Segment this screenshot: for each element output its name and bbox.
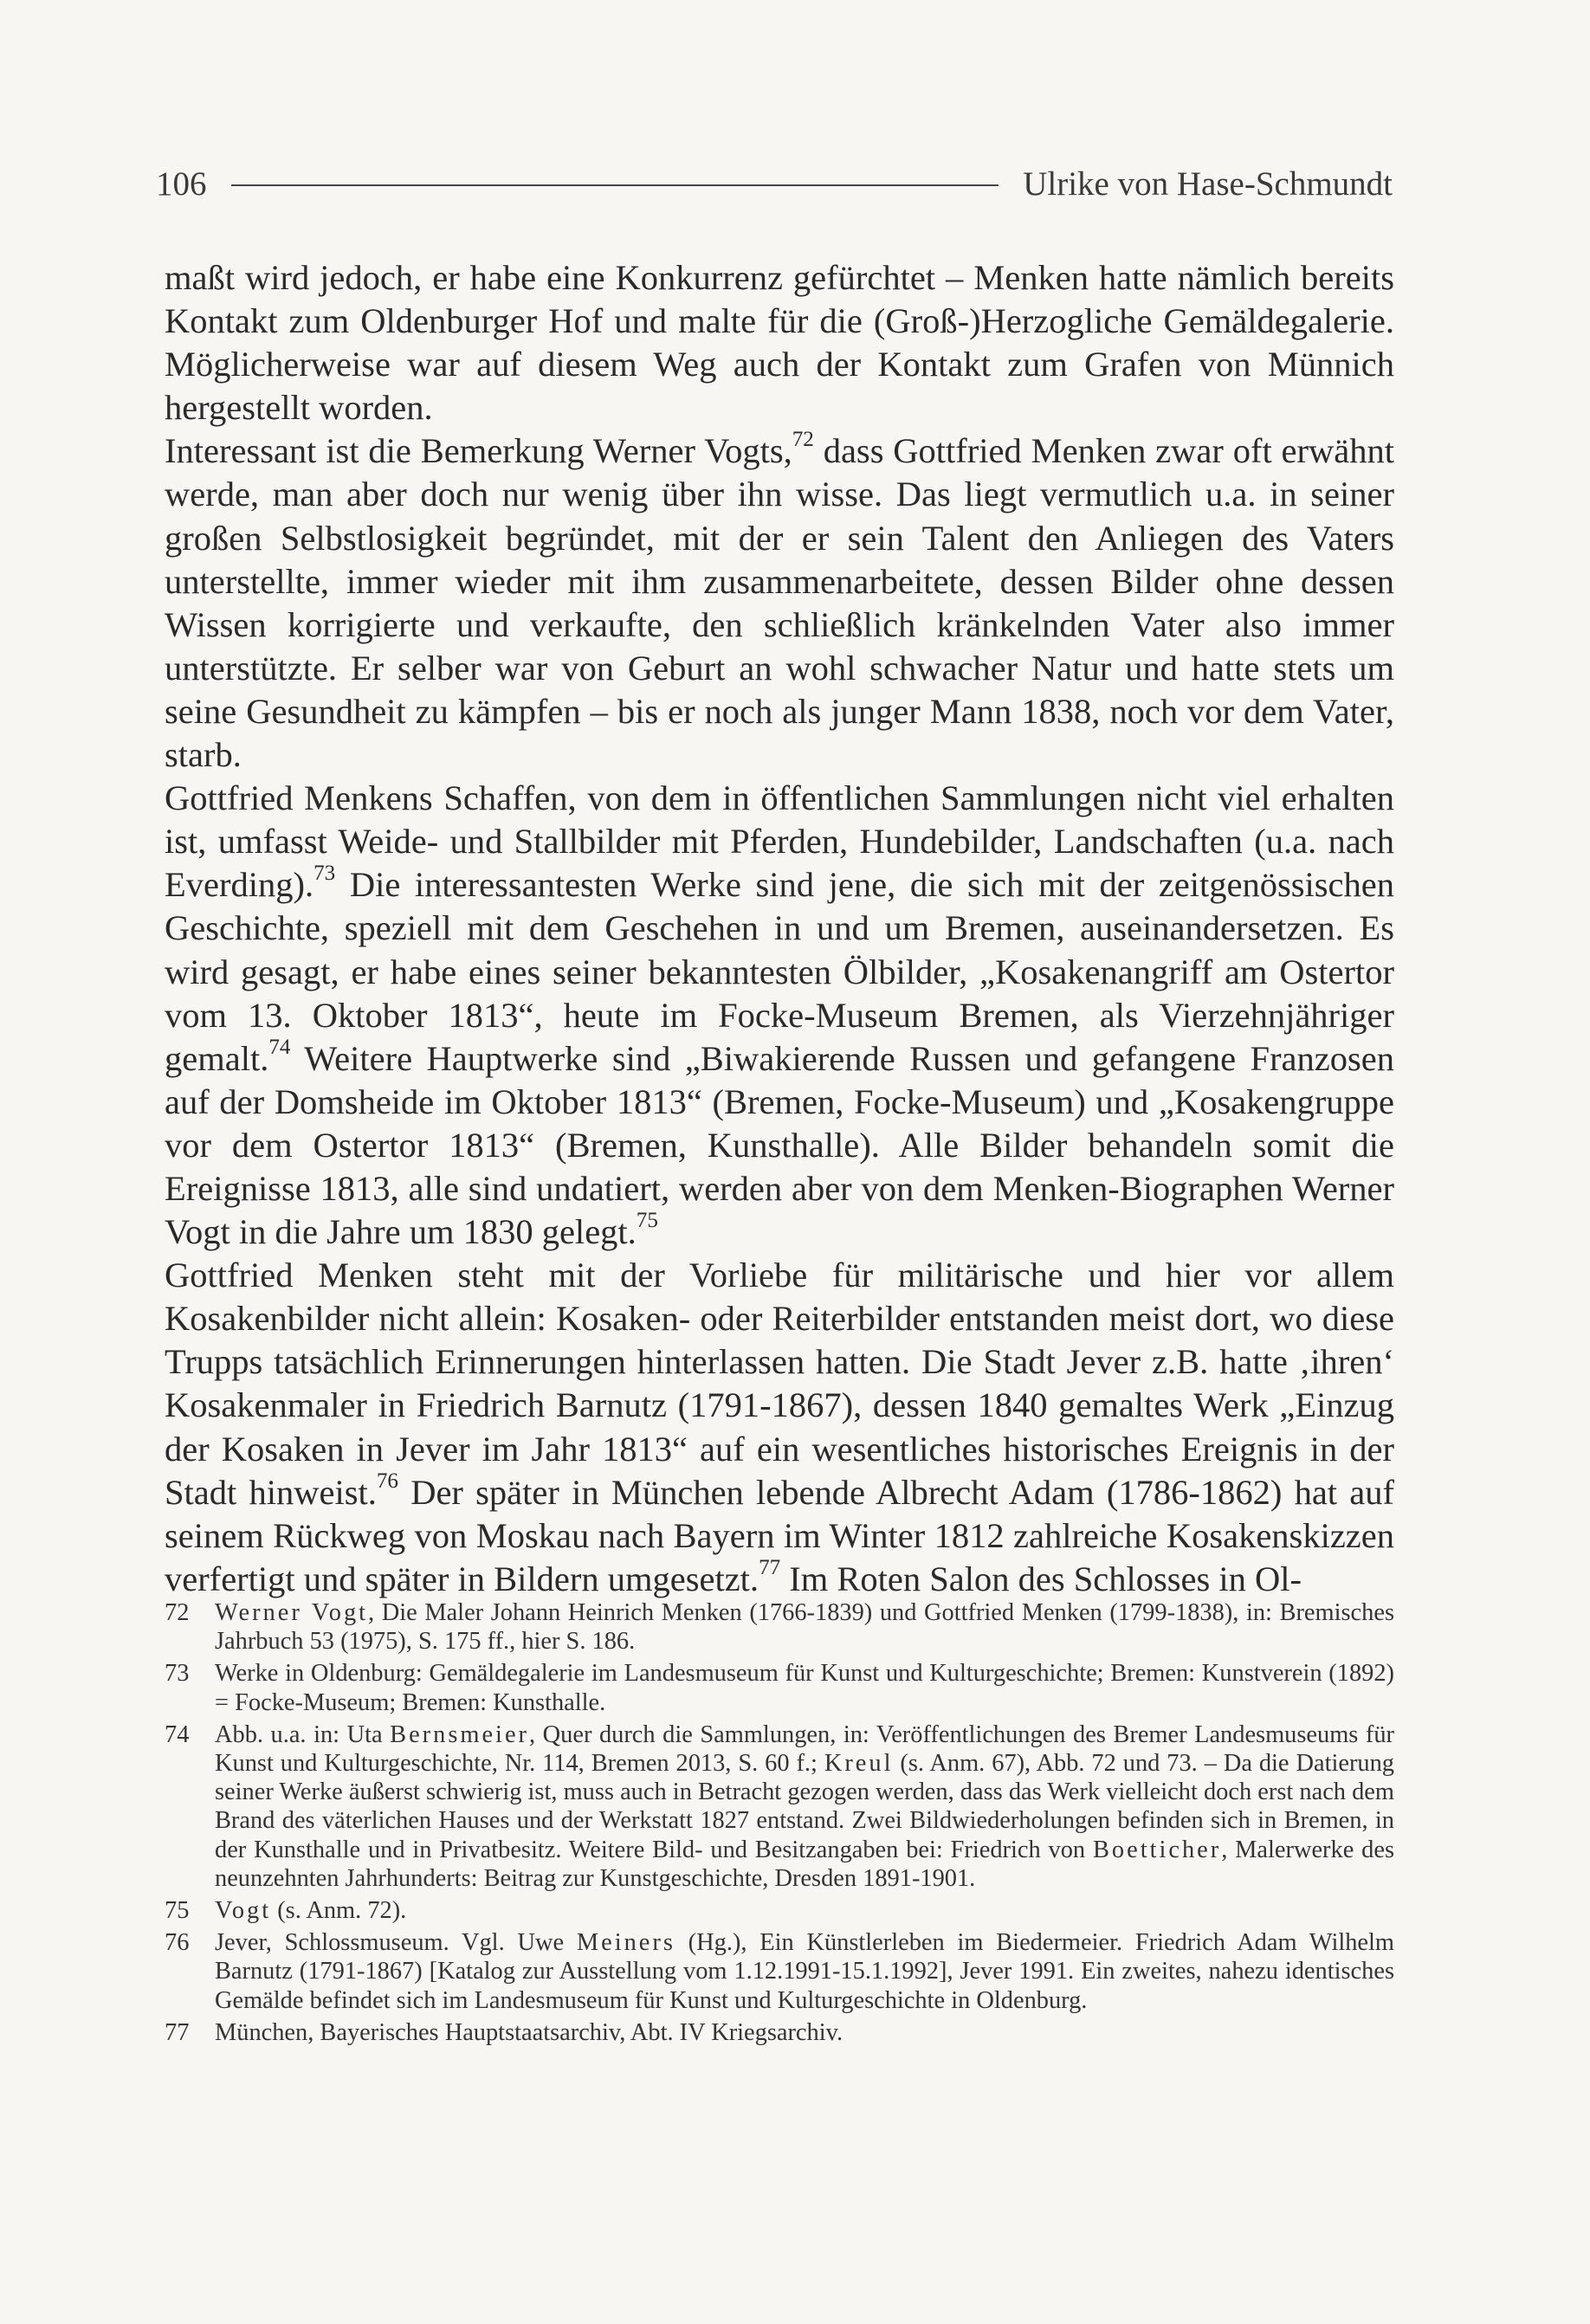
footnote-number: 72 [165, 1599, 190, 1626]
running-header [156, 165, 1393, 203]
footnote-75: 75 Vogt (s. Anm. 72). [165, 1897, 407, 1925]
footnote-ref-77[interactable]: 77 [759, 1555, 781, 1579]
footnotes [165, 1598, 1394, 2050]
paragraph-3: Gottfried Menkens Schaffen, von dem in öffentlichen Sammlungen nicht viel erhalten ist, umfasst Weide- und Stallbilder mit Pferden, Hundebilder, Landschaften (u.a. nach Everding).$^{73}$ Die interessantesten Werke sind jene, die sich mit der zeitgenössischen Geschichte, speziell mit dem Geschehen in und um Bremen, auseinandersetzen. Es wird gesagt, er habe eines seiner bekanntesten Ölbilder, „Kosakenangriff am Ostertor vom 13. Oktober 1813“, heute im Focke-Museum Bremen, als Vierzehnjähriger gemalt.$^{74}$ Weitere Hauptwerke sind „Biwakierende Russen und gefangene Franzosen auf der Domsheide im Oktober 1813“ (Bremen, Focke-Museum) und „Kosakengruppe vor dem Ostertor 1813“ (Bremen, Kunsthalle). Alle Bilder behandeln somit die Ereignisse 1813, alle sind undatiert, werden aber von dem Menken-Biographen Werner Vogt in die Jahre um 1830 gelegt.$^{75}$ [165, 778, 1394, 1252]
main-text [165, 256, 1394, 1601]
footnote-74: 74 Abb. u.a. in: Uta Bernsmeier, Quer durch die Sammlungen, in: Veröffentlichungen des Bremer Landesmuseums für Kunst und Kulturgeschichte, Nr. 114, Bremen 2013, S. 60 f.; Kreul (s. Anm. 67), Abb. 72 und 73. – Da die Datierung seiner Werke äußerst schwierig ist, muss auch in Betracht gezogen werden, dass das Werk vielleicht doch erst nach dem Brand des väterlichen Hauses und der Werkstatt 1827 entstand. Zwei Bildwiederholungen befinden sich in Bremen, in der Kunsthalle und in Privatbesitz. Weitere Bild- und Besitzangaben bei: Friedrich von Boetticher, Malerwerke des neunzehnten Jahrhunderts: Beitrag zur Kunstgeschichte, Dresden 1891-1901. [165, 1720, 1394, 1892]
footnote-77: 77 München, Bayerisches Hauptstaatsarchiv, Abt. IV Kriegsarchiv. [165, 2018, 843, 2046]
footnote-number: 76 [165, 1929, 190, 1957]
footnote-73: 73 Werke in Oldenburg: Gemäldegalerie im Landesmuseum für Kunst und Kulturgeschichte; Bremen: Kunstverein (1892) = Focke-Museum; Bremen: Kunsthalle. [165, 1660, 1394, 1716]
author-name: Werner Vogt [215, 1599, 369, 1626]
running-head-author: Ulrike von Hase-Schmundt [1023, 165, 1393, 203]
paragraph-2: Interessant ist die Bemerkung Werner Vogts,$^{72}$ dass Gottfried Menken zwar oft erwähnt werde, man aber doch nur wenig über ihn wisse. Das liegt vermutlich u.a. in seiner großen Selbstlosigkeit begründet, mit der er sein Talent den Anliegen des Vaters unterstellte, immer wieder mit ihm zusammenarbeitete, dessen Bilder ohne dessen Wissen korrigierte und verkaufte, den schließlich kränkelnden Vater also immer unterstützte. Er selber war von Geburt an wohl schwacher Natur und hatte stets um seine Gesundheit zu kämpfen – bis er noch als junger Mann 1838, noch vor dem Vater, starb. [165, 428, 1394, 775]
footnote-ref-76[interactable]: 76 [376, 1469, 398, 1493]
footnote-ref-73[interactable]: 73 [313, 862, 336, 886]
author-name: Kreul [824, 1750, 894, 1778]
paragraph-1: maßt wird jedoch, er habe eine Konkurrenz gefürchtet – Menken hatte nämlich bereits Kontakt zum Oldenburger Hof und malte für die (Groß-)Herzogliche Gemäldegalerie. Möglicherweise war auf diesem Weg auch der Kontakt zum Grafen von Münnich hergestellt worden. [165, 258, 1394, 428]
footnote-number: 77 [165, 2018, 190, 2046]
footnote-number: 74 [165, 1720, 190, 1748]
footnote-72: 72 Werner Vogt, Die Maler Johann Heinrich Menken (1766-1839) und Gottfried Menken (1799-1838), in: Bremisches Jahrbuch 53 (1975), S. 175 ff., hier S. 186. [165, 1599, 1394, 1656]
page-number: 106 [156, 165, 207, 203]
author-name: Boetticher [1092, 1836, 1222, 1863]
footnote-76: 76 Jever, Schlossmuseum. Vgl. Uwe Meiners (Hg.), Ein Künstlerleben im Biedermeier. Friedrich Adam Wilhelm Barnutz (1791-1867) [Katalog zur Ausstellung vom 1.12.1991-15.1.1992], Jever 1991. Ein zweites, nahezu identisches Gemälde befindet sich im Landesmuseum für Kunst und Kulturgeschichte in Oldenburg. [165, 1929, 1394, 2014]
footnote-ref-72[interactable]: 72 [792, 428, 814, 452]
author-name: Meiners [576, 1929, 675, 1957]
footnote-ref-75[interactable]: 75 [636, 1209, 658, 1233]
footnote-number: 73 [165, 1660, 190, 1688]
author-name: Bernsmeier [390, 1720, 530, 1748]
author-name: Vogt [215, 1897, 272, 1925]
paragraph-4: Gottfried Menken steht mit der Vorliebe für militärische und hier vor allem Kosakenbilder nicht allein: Kosaken- oder Reiterbilder entstanden meist dort, wo diese Trupps tatsächlich Erinnerungen hinterlassen hatten. Die Stadt Jever z.B. hatte ‚ihren‘ Kosakenmaler in Friedrich Barnutz (1791-1867), dessen 1840 gemaltes Werk „Einzug der Kosaken in Jever im Jahr 1813“ auf ein wesentliches historisches Ereignis in der Stadt hinweist.$^{76}$ Der später in München lebende Albrecht Adam (1786-1862) hat auf seinem Rückweg von Moskau nach Bayern im Winter 1812 zahlreiche Kosakenskizzen verfertigt und später in Bildern umgesetzt.$^{77}$ Im Roten Salon des Schlosses in Ol- [165, 1256, 1394, 1598]
header-rule [231, 184, 999, 186]
footnote-number: 75 [165, 1897, 190, 1925]
footnote-ref-74[interactable]: 74 [268, 1035, 291, 1059]
